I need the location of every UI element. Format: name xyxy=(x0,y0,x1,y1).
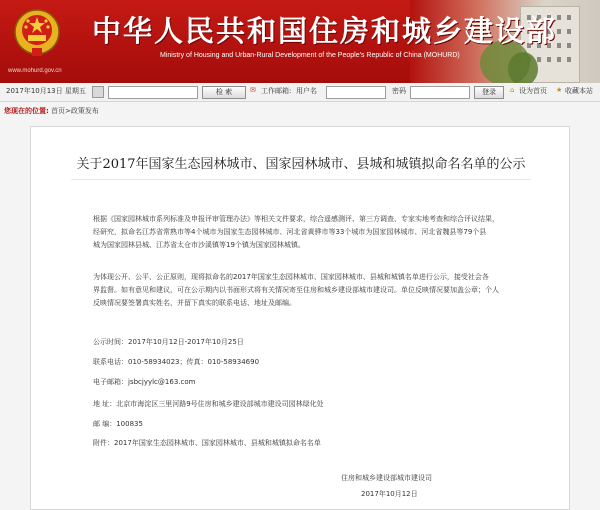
home-icon: ⌂ xyxy=(510,86,515,94)
site-title: 中华人民共和国住房和城乡建设部 xyxy=(92,14,558,48)
username-input[interactable] xyxy=(326,86,386,99)
signature-date: 2017年10月12日 xyxy=(361,490,418,498)
search-button[interactable]: 检 索 xyxy=(202,86,246,99)
article-title: 关于2017年国家生态园林城市、国家园林城市、县城和城镇拟命名名单的公示 xyxy=(76,157,526,172)
search-input[interactable] xyxy=(108,86,198,99)
add-favorite-link[interactable]: 收藏本站 xyxy=(565,87,593,95)
banner-tree xyxy=(508,52,538,83)
contact-email[interactable]: 电子邮箱：jsbcjyylc@163.com xyxy=(93,378,196,386)
current-date: 2017年10月13日 星期五 xyxy=(6,87,86,95)
mail-icon: ✉ xyxy=(250,86,256,94)
article-paragraph-1: 根据《国家园林城市系列标准及申报评审管理办法》等相关文件要求，综合遥感测评、第三方调查、专家实地考查和综合评议结果， 经研究，拟命名江苏省常熟市等4个城市为国家生态园林城市、河北省黄骅市等33个城市为国家园林城市、河北省魏县等79个县 城为国家园林县城、江苏省太仓市沙溪镇等19个镇为国家园林城镇。 xyxy=(93,215,499,249)
password-label: 密码 xyxy=(392,87,406,95)
breadcrumb xyxy=(0,103,600,120)
set-homepage-link[interactable]: 设为首页 xyxy=(519,87,547,95)
signature-org: 住房和城乡建设部城市建设司 xyxy=(341,474,432,482)
national-emblem-icon xyxy=(14,8,60,58)
site-banner xyxy=(0,0,600,83)
article-paragraph-2: 为体现公开、公平、公正原则，现将拟命名的2017年国家生态园林城市、国家园林城市、县城和城镇名单进行公示，接受社会各 界监督。如有意见和建议，可在公示期内以书面形式将有关情况寄至住房和城乡建设部城市建设司。单位反映情况要加盖公章；个人 反映情况要签署真实姓名，并留下真实的联系电话、地址及邮编。 xyxy=(93,273,499,307)
attachment-link[interactable]: 附件：2017年国家生态园林城市、国家园林城市、县城和城镇拟命名名单 xyxy=(93,439,321,447)
notice-period: 公示时间：2017年10月12日-2017年10月25日 xyxy=(93,338,244,346)
article-panel xyxy=(30,126,570,510)
workspace-mail-label: 工作邮箱: xyxy=(261,87,292,95)
username-label: 用户名 xyxy=(296,87,317,95)
login-button[interactable]: 登录 xyxy=(474,86,504,99)
search-icon[interactable] xyxy=(92,86,104,98)
site-url: www.mohurd.gov.cn xyxy=(8,68,62,74)
postcode: 邮 编：100835 xyxy=(93,420,143,428)
title-divider xyxy=(71,179,531,180)
contact-address: 地 址：北京市海淀区三里河路9号住房和城乡建设部城市建设司园林绿化处 xyxy=(93,400,324,408)
star-icon: ★ xyxy=(556,86,563,94)
password-input[interactable] xyxy=(410,86,470,99)
breadcrumb-path[interactable]: 首页>政策发布 xyxy=(51,107,99,115)
toolbar xyxy=(0,83,600,102)
contact-phone: 联系电话：010-58934023；传真：010-58934690 xyxy=(93,358,260,366)
breadcrumb-label: 您现在的位置: xyxy=(4,107,49,115)
site-subtitle: Ministry of Housing and Urban-Rural Development of the People's Republic of China (MOHURD) xyxy=(160,52,460,59)
